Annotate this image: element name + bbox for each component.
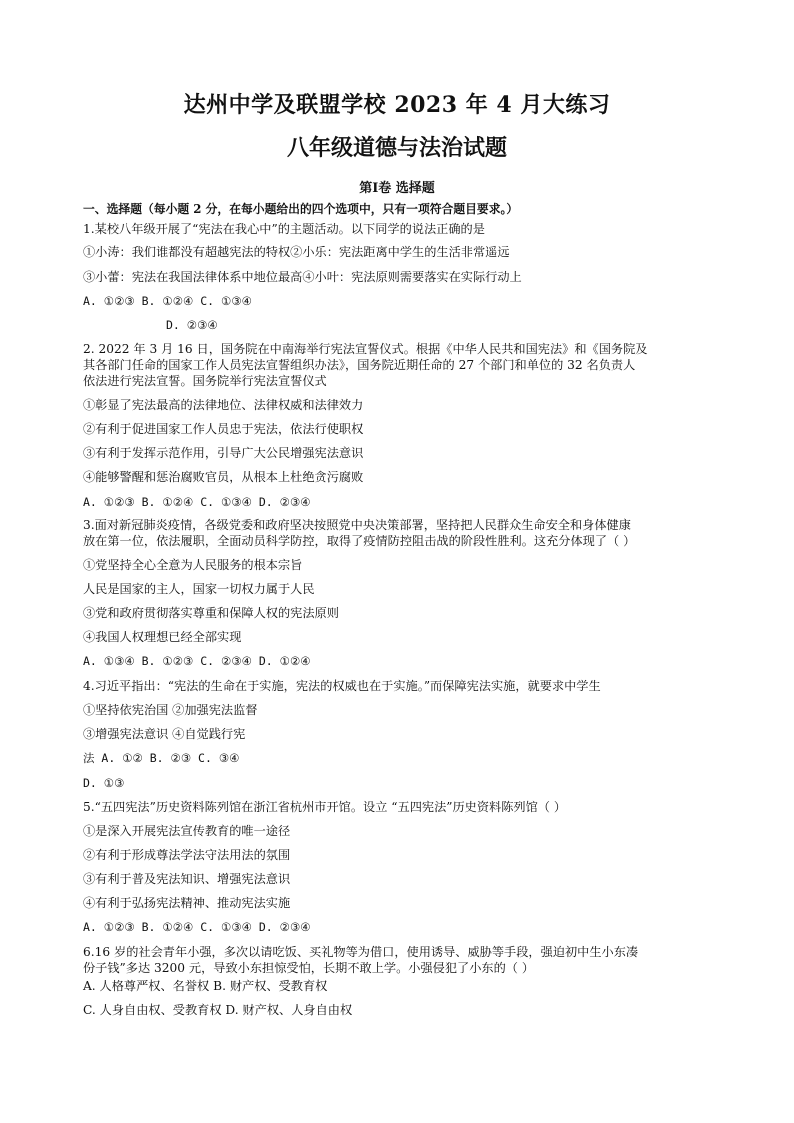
q5-stem: 5.“五四宪法”历史资料陈列馆在浙江省杭州市开馆。设立 “五四宪法”历史资料陈列馆（ ） — [83, 800, 567, 814]
q4-choices-abc: 法 A. ①② B. ②③ C. ③④ — [83, 751, 240, 765]
instructions: 一、选择题（每小题 2 分，在每小题给出的四个选项中，只有一项符合题目要求。） — [83, 202, 519, 216]
q4-stem: 4.习近平指出：“宪法的生命在于实施，宪法的权威也在于实施。”而保障宪法实施，就要求中学生 — [83, 679, 601, 693]
q5-statement-4: ④有利于弘扬宪法精神、推动宪法实施 — [83, 896, 291, 910]
q5-statement-1: ①是深入开展宪法宣传教育的唯一途径 — [83, 824, 291, 838]
q4-statements-1-2: ①坚持依宪治国 ②加强宪法监督 — [83, 703, 258, 717]
q3-stem-line-2: 放在第一位，依法履职，全面动员科学防控，取得了疫情防控阻击战的阶段性胜利。这充分体现了（ ） — [83, 534, 636, 548]
q2-stem-line-1: 2. 2022 年 3 月 16 日，国务院在中南海举行宪法宣誓仪式。根据《中华人民共和国宪法》和《国务院及 — [83, 342, 648, 356]
q2-statement-4: ④能够警醒和惩治腐败官员，从根本上杜绝贪污腐败 — [83, 470, 364, 484]
q6-choices-ab: A. 人格尊严权、名誉权 B. 财产权、受教育权 — [83, 979, 328, 993]
exam-title: 达州中学及联盟学校 2023 年 4 月大练习 — [183, 92, 611, 118]
section-heading: 第Ⅰ卷 选择题 — [359, 181, 435, 196]
q2-statement-1: ①彰显了宪法最高的法律地位、法律权威和法律效力 — [83, 398, 364, 412]
q1-choice-d: D. ②③④ — [166, 318, 218, 332]
q2-statement-2: ②有利于促进国家工作人员忠于宪法，依法行使职权 — [83, 422, 364, 436]
q6-stem-line-2: 份子钱”多达 3200 元，导致小东担惊受怕，长期不敢上学。小强侵犯了小东的（ ） — [83, 961, 535, 975]
q1-option-line-2: ③小蕾：宪法在我国法律体系中地位最高④小叶：宪法原则需要落实在实际行动上 — [83, 270, 522, 284]
q6-stem-line-1: 6.16 岁的社会青年小强，多次以请吃饭、买礼物等为借口，使用诱导、威胁等手段，强迫初中生小东凑 — [83, 945, 639, 959]
q1-option-line-1: ①小涛：我们谁都没有超越宪法的特权②小乐：宪法距离中学生的生活非常遥远 — [83, 245, 510, 259]
q3-choices: A. ①③④ B. ①②③ C. ②③④ D. ①②④ — [83, 654, 311, 668]
q2-statement-3: ③有利于发挥示范作用，引导广大公民增强宪法意识 — [83, 446, 364, 460]
q3-stem-line-1: 3.面对新冠肺炎疫情，各级党委和政府坚决按照党中央决策部署，坚持把人民群众生命安全和身体健康 — [83, 518, 631, 532]
q6-choices-cd: C. 人身自由权、受教育权 D. 财产权、人身自由权 — [83, 1003, 353, 1017]
q2-stem-line-3: 依法进行宪法宣誓。国务院举行宪法宣誓仪式 — [83, 374, 327, 388]
q1-stem: 1.某校八年级开展了“宪法在我心中”的主题活动。以下同学的说法正确的是 — [83, 222, 485, 236]
q2-stem-line-2: 其各部门任命的国家工作人员宪法宣誓组织办法》，国务院近期任命的 27 个部门和单位的 32 名负责人 — [83, 358, 636, 372]
q2-choices: A. ①②③ B. ①②④ C. ①③④ D. ②③④ — [83, 495, 311, 509]
exam-subtitle: 八年级道德与法治试题 — [286, 135, 507, 161]
q5-statement-3: ③有利于普及宪法知识、增强宪法意识 — [83, 872, 291, 886]
q5-choices: A. ①②③ B. ①②④ C. ①③④ D. ②③④ — [83, 920, 311, 934]
q3-statement-4: ④我国人权理想已经全部实现 — [83, 630, 242, 644]
q3-statement-2: 人民是国家的主人，国家一切权力属于人民 — [83, 582, 315, 596]
q1-choices-abc: A. ①②③ B. ①②④ C. ①③④ — [83, 294, 252, 308]
q5-statement-2: ②有利于形成尊法学法守法用法的氛围 — [83, 848, 291, 862]
q4-statements-3-4: ③增强宪法意识 ④自觉践行宪 — [83, 727, 246, 741]
q3-statement-3: ③党和政府贯彻落实尊重和保障人权的宪法原则 — [83, 606, 339, 620]
q4-choice-d: D. ①③ — [83, 776, 125, 790]
q3-statement-1: ①党坚持全心全意为人民服务的根本宗旨 — [83, 558, 303, 572]
